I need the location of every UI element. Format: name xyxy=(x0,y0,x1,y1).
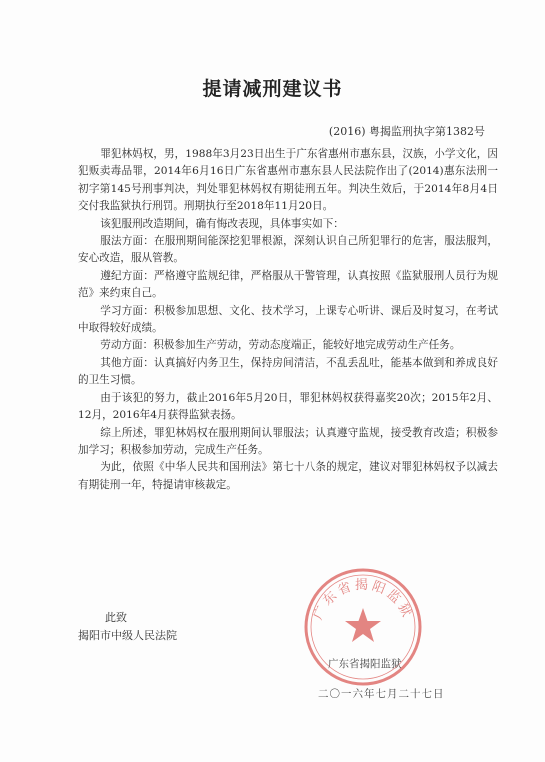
paragraph: 学习方面：积极参加思想、文化、技术学习，上课专心听讲、课后及时复习，在考试中取得较好成绩。 xyxy=(78,304,498,335)
paragraph: 其他方面：认真搞好内务卫生，保持房间清洁，不乱丢乱吐，能基本做到和养成良好的卫生习惯。 xyxy=(78,356,498,387)
paragraph: 遵纪方面：严格遵守监规纪律，严格服从干警管理，认真按照《监狱服刑人员行为规范》来约束自己。 xyxy=(78,269,498,300)
document-number: (2016) 粤揭监刑执字第1382号 xyxy=(328,125,485,138)
paragraph: 罪犯林妈权，男，1988年3月23日出生于广东省惠州市惠东县，汉族，小学文化，因犯贩卖毒品罪，2014年6月16日广东省惠州市惠东县人民法院作出了(2014)惠东法刑一初字第145号刑事判决，判处罪犯林妈权有期徒刑五年。判决生效后，于2014年8月4日交付我监狱执行刑罚。刑期执行至2018年11月20日。 xyxy=(78,148,498,213)
issue-date: 二〇一六年七月二十七日 xyxy=(318,688,445,700)
issuer: 广东省揭阳监狱 xyxy=(328,658,402,670)
salutation: 此致 xyxy=(105,611,127,624)
paragraph: 劳动方面：积极参加生产劳动，劳动态度端正，能较好地完成劳动生产任务。 xyxy=(100,339,461,352)
paragraph: 服法方面：在服刑期间能深挖犯罪根源，深刻认识自己所犯罪行的危害，服法服判，安心改造，服从管教。 xyxy=(78,235,498,265)
paragraph: 由于该犯的努力，截止2016年5月20日，罪犯林妈权获得嘉奖20次；2015年2月、12月，2016年4月获得监狱表扬。 xyxy=(78,391,498,422)
paragraph: 综上所述，罪犯林妈权在服刑期间认罪服法；认真遵守监规，接受教育改造；积极参加学习；积极参加劳动，完成生产任务。 xyxy=(78,426,498,456)
paragraph: 该犯服刑改造期间，确有悔改表现，具体事实如下： xyxy=(100,217,344,230)
paragraph: 为此，依照《中华人民共和国刑法》第七十八条的规定，建议对罪犯林妈权予以减去有期徒刑一年，特提请审核裁定。 xyxy=(78,461,498,491)
document-body xyxy=(78,146,498,494)
seal-text: 广东省揭阳监狱 xyxy=(310,578,416,623)
recipient: 揭阳市中级人民法院 xyxy=(78,629,177,642)
document-title: 提请减刑建议书 xyxy=(202,78,343,100)
